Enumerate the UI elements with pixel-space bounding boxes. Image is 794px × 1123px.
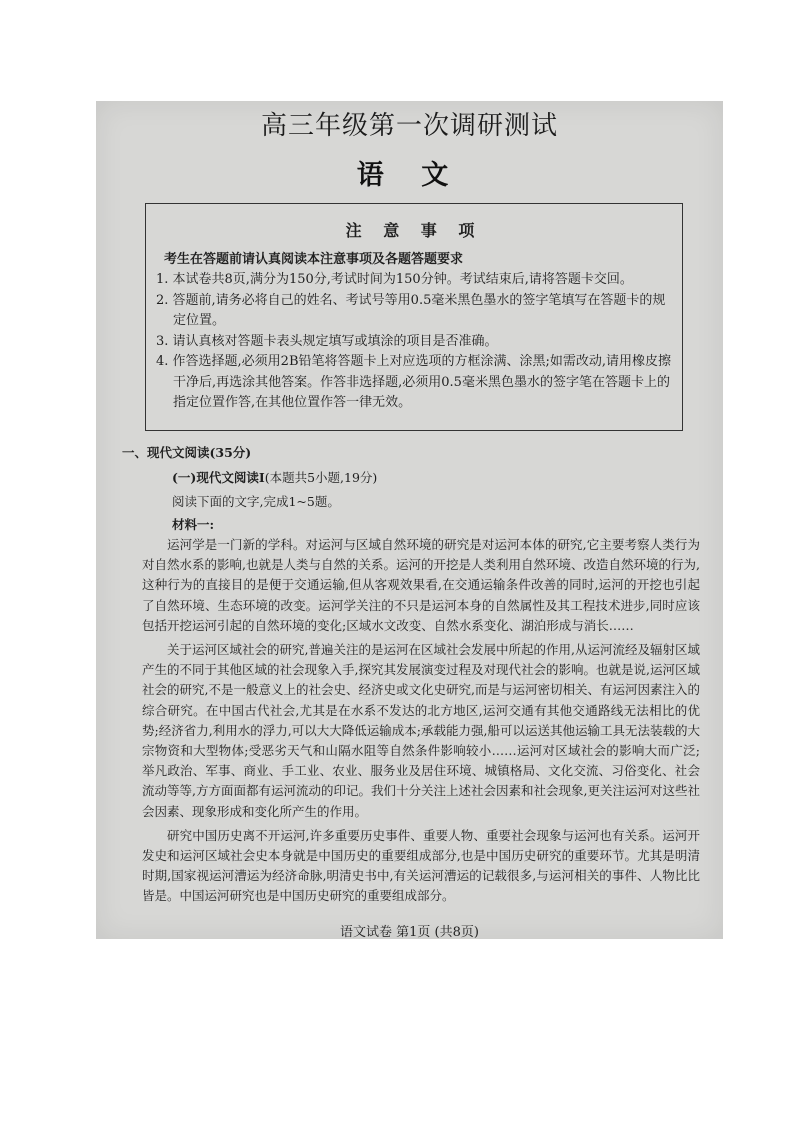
section-heading: 一、现代文阅读(35分) [122,445,252,460]
notice-item: 3. 请认真核对答题卡表头规定填写或填涂的项目是否准确。 [156,333,498,349]
passage-paragraph: 运河学是一门新的学科。对运河与区域自然环境的研究是对运河本体的研究,它主要考察人类行为对自然水系的影响,也就是人类与自然的关系。运河的开挖是人类利用自然环境、改造自然环境的行为,这种行为的直接目的是便于交通运输,但从客观效果看,在交通运输条件改善的同时,运河的开挖也引起了自然环境、生态环境的改变。运河学关注的不只是运河本身的自然属性及其工程技术进步,同时应该包括开挖运河引起的自然环境的变化;区域水文改变、自然水系变化、湖泊形成与消长…… [142,537,700,633]
passage-paragraph: 关于运河区域社会的研究,普遍关注的是运河在区域社会发展中所起的作用,从运河流经及辐射区域产生的不同于其他区域的社会现象入手,探究其发展演变过程及对现代社会的影响。也就是说,运河区域社会的研究,不是一般意义上的社会史、经济史或文化史研究,而是与运河密切相关、有运河因素注入的综合研究。在中国古代社会,尤其是在水系不发达的北方地区,运河交通有其他交通路线无法相比的优势;经济省力,利用水的浮力,可以大大降低运输成本;承载能力强,船可以运送其他运输工具无法装载的大宗物资和大型物体;受恶劣天气和山隔水阻等自然条件影响较小……运河对区域社会的影响大而广泛;举凡政治、军事、商业、手工业、农业、服务业及居住环境、城镇格局、文化交流、习俗变化、社会流动等等,方方面面都有运河流动的印记。我们十分关注上述社会因素和社会现象,更关注运河对这些社会因素、现象形成和变化所产生的作用。 [142,642,700,819]
page-footer: 语文试卷 第1页 (共8页) [340,925,479,940]
material-label: 材料一: [172,517,215,532]
passage-paragraph: 研究中国历史离不开运河,许多重要历史事件、重要人物、重要社会现象与运河也有关系。运河开发史和运河区域社会史本身就是中国历史的重要组成部分,也是中国历史研究的重要环节。尤其是明清时期,国家视运河漕运为经济命脉,明清史书中,有关运河漕运的记载很多,与运河相关的事件、人物比比皆是。中国运河研究也是中国历史研究的重要组成部分。 [142,827,700,904]
exam-page [96,101,723,939]
reading-instruction: 阅读下面的文字,完成1~5题。 [172,494,340,509]
notice-item: 2. 答题前,请务必将自己的姓名、考试号等用0.5毫米黑色墨水的签字笔填写在答题卡的规定位置。 [156,292,666,328]
subject-title: 语 文 [356,160,463,191]
sub-section-heading [172,468,377,486]
notice-list [156,270,676,414]
sub-section-note: (本题共5小题,19分) [264,470,378,485]
notice-title: 注 意 事 项 [345,221,483,240]
sub-section-label: (一)现代文阅读Ⅰ [172,470,265,485]
notice-item: 1. 本试卷共8页,满分为150分,考试时间为150分钟。考试结束后,请将答题卡交回。 [156,272,633,287]
notice-box [145,203,683,431]
notice-item: 4. 作答选择题,必须用2B铅笔将答题卡上对应选项的方框涂满、涂黑;如需改动,请用橡皮擦干净后,再选涂其他答案。作答非选择题,必须用0.5毫米黑色墨水的签字笔在答题卡上的指定位置作答,在其他位置作答一律无效。 [156,354,672,410]
exam-title: 高三年级第一次调研测试 [260,111,558,141]
notice-lead: 考生在答题前请认真阅读本注意事项及各题答题要求 [164,252,464,267]
reading-passage [142,535,700,911]
